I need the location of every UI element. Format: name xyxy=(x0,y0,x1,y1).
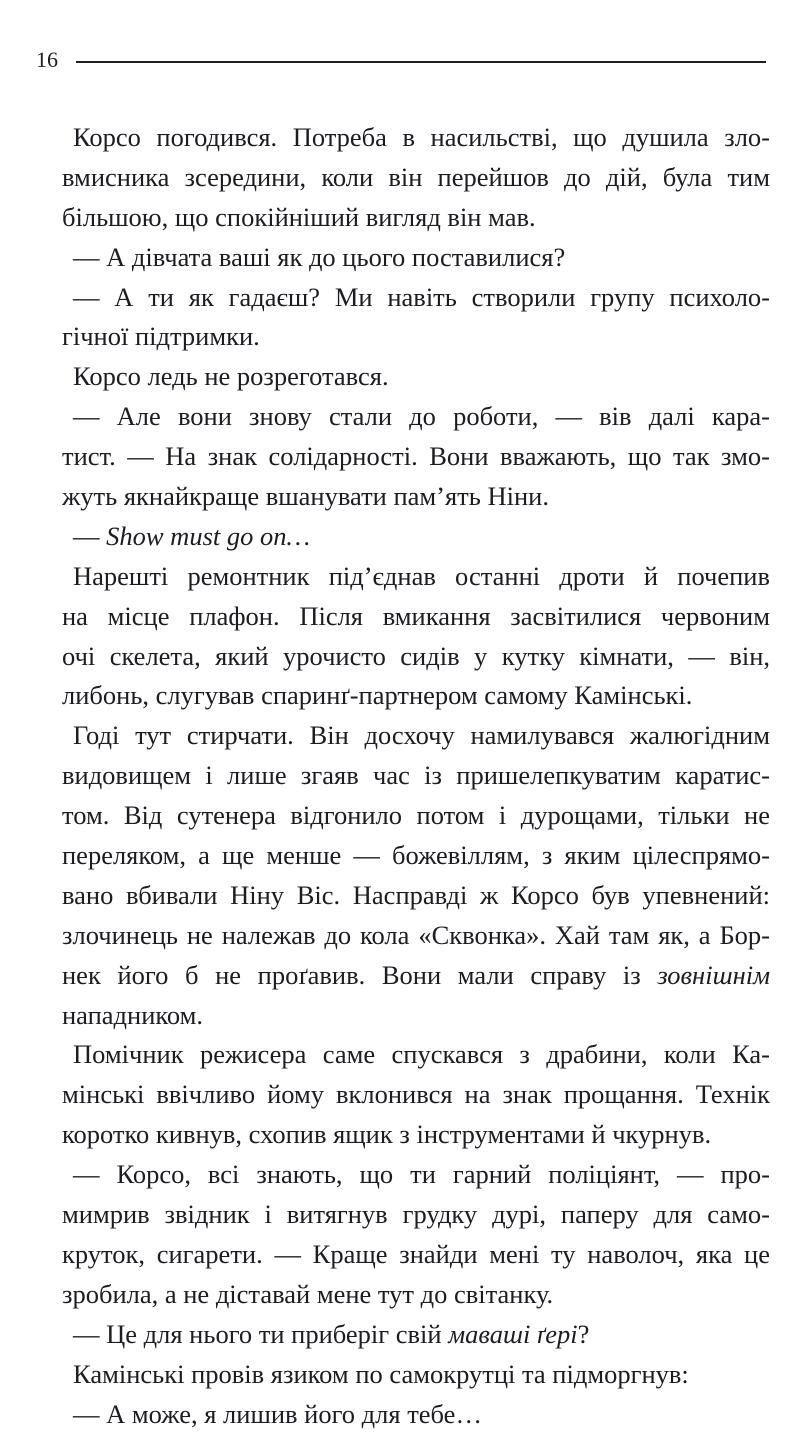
text-line xyxy=(62,1235,770,1275)
line-text: мимрив звідник і витягнув грудку дурі, паперу для само- xyxy=(62,1199,770,1229)
line-text: — А дівчата ваші як до цього поставилися? xyxy=(73,242,565,272)
text-line xyxy=(62,118,770,158)
text-line xyxy=(62,1075,770,1115)
italic-text: маваші ґері xyxy=(448,1319,577,1349)
header-rule xyxy=(76,61,766,63)
line-text: Нарешті ремонтник під’єднав останні дроти й почепив xyxy=(73,561,770,591)
line-text: вмисника зсередини, коли він перейшов до дій, була тим xyxy=(62,162,770,192)
line-text: том. Від сутенера відгонило потом і дурощами, тільки не xyxy=(62,800,770,830)
line-text: — Але вони знову стали до роботи, — вів далі кара- xyxy=(73,401,770,431)
text-line xyxy=(62,1195,770,1235)
text-line xyxy=(62,278,770,318)
text-line xyxy=(62,557,770,597)
line-text: переляком, а ще менше — божевіллям, з яким цілеспрямо- xyxy=(62,840,770,870)
text-line xyxy=(62,676,770,716)
text-line xyxy=(62,1275,770,1315)
line-text: круток, сигарети. — Краще знайди мені ту наволоч, яка це xyxy=(62,1239,770,1269)
text-line xyxy=(62,1315,770,1355)
line-text: мінські ввічливо йому вклонився на знак прощання. Технік xyxy=(62,1079,770,1109)
line-text: — xyxy=(73,521,106,551)
text-line xyxy=(62,836,770,876)
line-text: — А ти як гадаєш? Ми навіть створили групу психоло- xyxy=(73,282,770,312)
line-text: либонь, слугував спаринґ-партнером самому Камінські. xyxy=(62,680,692,710)
page-header xyxy=(36,44,766,76)
line-text: на місце плафон. Після вмикання засвітилися червоним xyxy=(62,601,770,631)
italic-text: Show must go on… xyxy=(106,521,310,551)
line-text: Корсо ледь не розреготався. xyxy=(73,361,389,391)
line-text: видовищем і лише згаяв час із пришелепкуватим каратис- xyxy=(62,760,770,790)
line-text: зробила, а не діставай мене тут до світанку. xyxy=(62,1279,553,1309)
line-text: — Це для нього ти приберіг свій xyxy=(73,1319,448,1349)
line-text: Корсо погодився. Потреба в насильстві, що душила зло- xyxy=(73,122,770,152)
line-text: — А може, я лишив його для тебе… xyxy=(73,1399,482,1429)
text-line xyxy=(62,437,770,477)
text-line xyxy=(62,158,770,198)
text-line xyxy=(62,876,770,916)
text-line xyxy=(62,956,770,996)
line-text: очі скелета, який урочисто сидів у кутку кімнати, — він, xyxy=(62,641,770,671)
text-line xyxy=(62,637,770,677)
line-text: Годі тут стирчати. Він досхочу намилувався жалюгідним xyxy=(73,720,770,750)
text-line xyxy=(62,517,770,557)
italic-text: зовнішнім xyxy=(657,960,770,990)
line-text: Помічник режисера саме спускався з драбини, коли Ка- xyxy=(73,1039,770,1069)
text-line xyxy=(62,597,770,637)
text-line xyxy=(62,756,770,796)
text-line xyxy=(62,397,770,437)
text-line xyxy=(62,1355,770,1395)
text-line xyxy=(62,1395,770,1434)
line-text: тист. — На знак солідарності. Вони вважають, що так змо- xyxy=(62,441,770,471)
line-text: гічної підтримки. xyxy=(62,321,260,351)
text-line xyxy=(62,796,770,836)
text-line xyxy=(62,198,770,238)
line-text: вано вбивали Ніну Віс. Насправді ж Корсо був упевнений: xyxy=(62,880,770,910)
line-text: — Корсо, всі знають, що ти гарний поліціянт, — про- xyxy=(73,1159,770,1189)
line-text: більшою, що спокійніший вигляд він мав. xyxy=(62,202,536,232)
text-line xyxy=(62,317,770,357)
text-line xyxy=(62,1035,770,1075)
line-text: нек його б не проґавив. Вони мали справу із xyxy=(62,960,657,990)
text-line xyxy=(62,1155,770,1195)
text-line xyxy=(62,1115,770,1155)
body-text xyxy=(62,118,770,1434)
line-text: злочинець не належав до кола «Сквонка». Хай там як, а Бор- xyxy=(62,920,770,950)
line-text: жуть якнайкраще вшанувати пам’ять Ніни. xyxy=(62,481,549,511)
text-line xyxy=(62,238,770,278)
text-line xyxy=(62,477,770,517)
line-text: коротко кивнув, схопив ящик з інструментами й чкурнув. xyxy=(62,1119,711,1149)
line-text: Камінські провів язиком по самокрутці та підморгнув: xyxy=(73,1359,689,1389)
text-line xyxy=(62,357,770,397)
text-line xyxy=(62,996,770,1036)
text-line xyxy=(62,716,770,756)
line-text: ? xyxy=(578,1319,590,1349)
text-line xyxy=(62,916,770,956)
page-number: 16 xyxy=(36,44,58,76)
line-text: нападником. xyxy=(62,1000,203,1030)
